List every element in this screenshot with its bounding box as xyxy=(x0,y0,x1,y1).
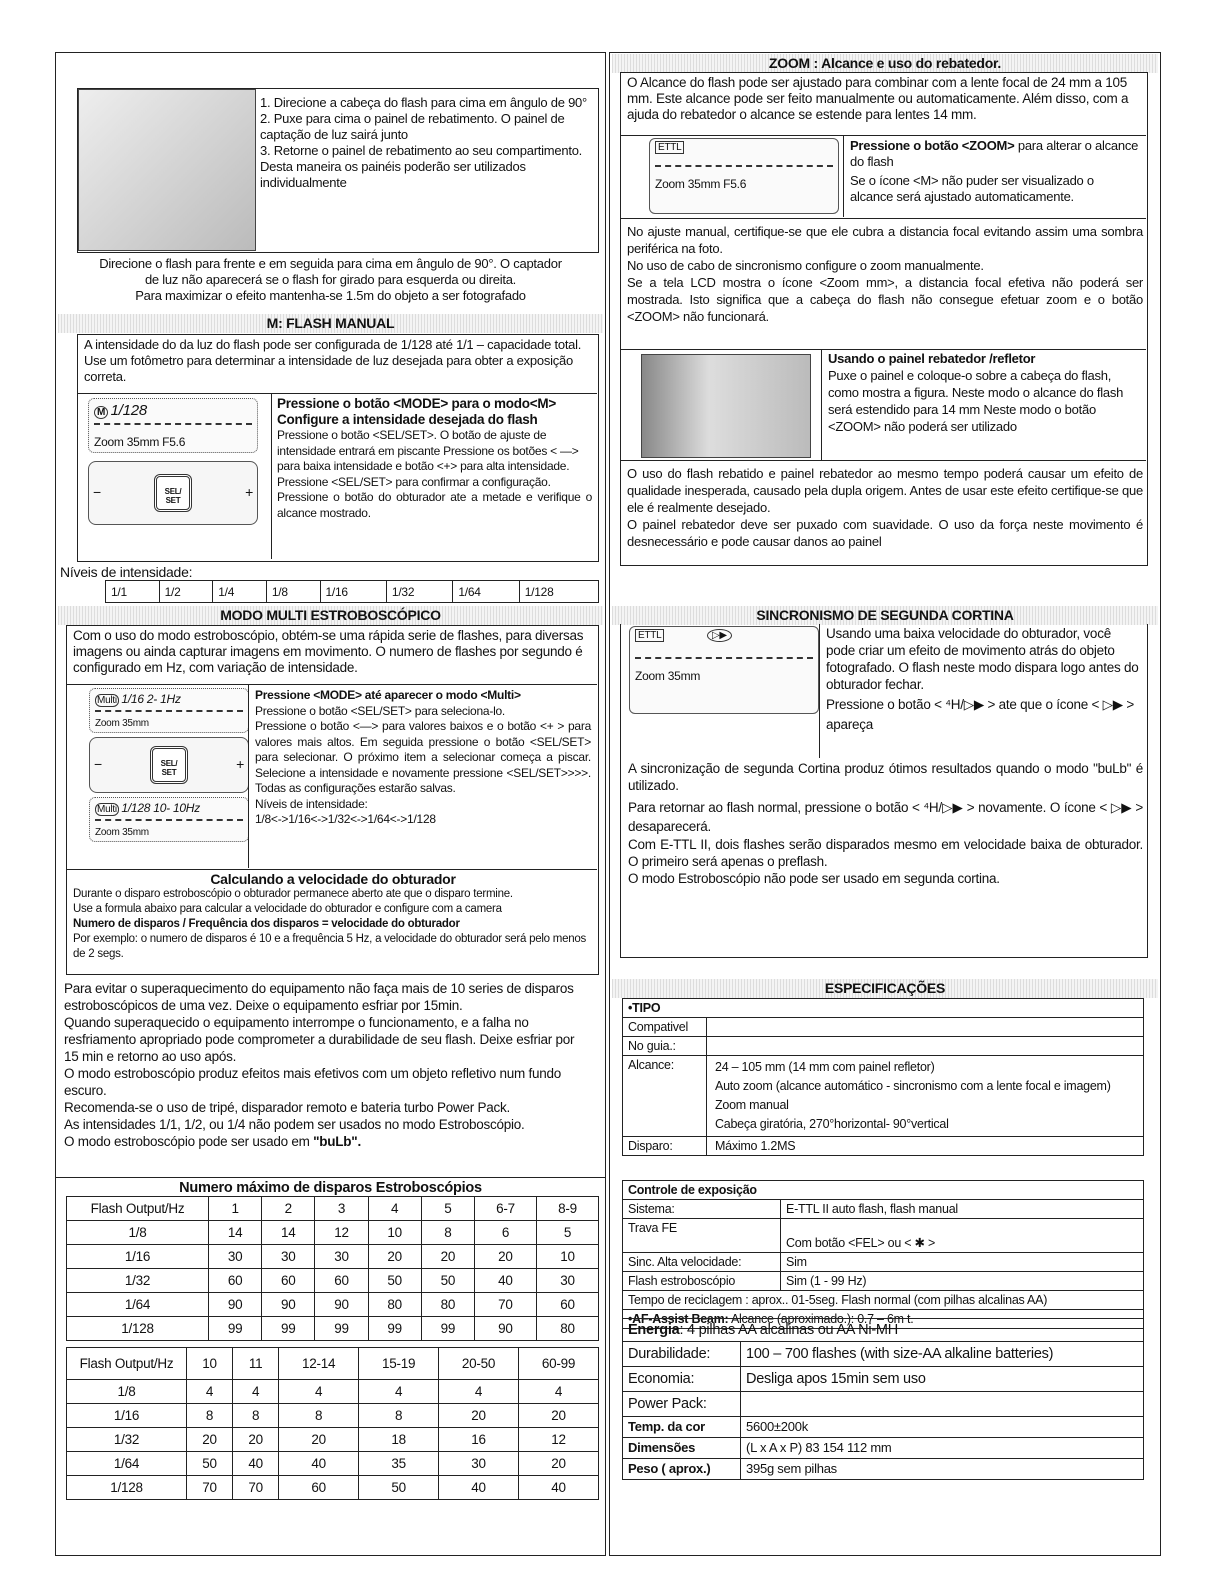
table-cell: 1/32 xyxy=(67,1428,187,1452)
table-cell: 12 xyxy=(315,1221,368,1245)
panel-steps-box xyxy=(77,88,599,253)
spec-label: Compativel xyxy=(623,1018,707,1037)
table-cell: 8 xyxy=(421,1221,474,1245)
table-cell: 90 xyxy=(209,1293,262,1317)
table-cell: 1/64 xyxy=(67,1293,209,1317)
second-curtain-icon: ▷▶ xyxy=(707,629,732,642)
table-cell: 1/128 xyxy=(67,1317,209,1341)
table-cell: 90 xyxy=(315,1293,368,1317)
section-title-sync: SINCRONISMO DE SEGUNDA CORTINA xyxy=(612,606,1158,625)
table-header-cell: 15-19 xyxy=(359,1348,439,1380)
spec-label: Durabilidade: xyxy=(623,1342,741,1367)
multi-badge: Multi xyxy=(97,695,117,706)
table-cell: 4 xyxy=(233,1380,279,1404)
spec-label: Flash estroboscópio xyxy=(623,1272,781,1291)
exposure-title: Controle de exposição xyxy=(623,1181,1144,1200)
table-cell: 40 xyxy=(474,1269,536,1293)
manual-heading-1: Pressione o botão <MODE> para o modo<M> xyxy=(277,396,557,411)
calc-line: Use a formula abaixo para calcular a velocidade do obturador e configure com a camera xyxy=(73,903,502,915)
lcd-mode: ETTL xyxy=(655,141,684,154)
table-header-cell: 1 xyxy=(209,1197,262,1221)
table-cell: 90 xyxy=(474,1317,536,1341)
multi-heading: Pressione <MODE> até aparecer o modo <Multi> xyxy=(255,688,521,702)
sync-paragraph: Para retornar ao flash normal, pressione o botão < ⁴H/▷▶ > novamente. O ícone < ▷▶ > desaparecerá. xyxy=(628,800,1143,834)
table-cell: 30 xyxy=(209,1245,262,1269)
lcd-value: 1/16 2- 1Hz xyxy=(121,692,181,706)
level-cell: 1/1 xyxy=(106,581,160,603)
note-paragraph: Recomenda-se o uso de tripé, disparador remoto e bateria turbo Power Pack. xyxy=(64,1100,510,1115)
levels-table xyxy=(105,580,599,603)
table-cell: 70 xyxy=(187,1476,233,1500)
table-cell: 1/16 xyxy=(67,1245,209,1269)
lcd-zoom: Zoom 35mm F5.6 xyxy=(94,435,186,449)
multi-intro: Com o uso do modo estroboscópio, obtém-se uma rápida serie de flashes, para diversas imagens ou ainda capturar imagens em movimento. O numero de flashes por segundo é configurado em Hz, com variação de intensidade. xyxy=(73,628,584,675)
table-cell: 8 xyxy=(279,1404,359,1428)
spec-table-power xyxy=(622,1318,1144,1480)
panel-text: Puxe o painel e coloque-o sobre a cabeça do flash, como mostra a figura. Neste modo o alcance do flash será estendido para 14 mm Neste modo o botão <ZOOM> não poderá ser utilizado xyxy=(828,368,1124,434)
table-cell: 60 xyxy=(315,1269,368,1293)
table-cell: 4 xyxy=(359,1380,439,1404)
table-cell: 80 xyxy=(536,1317,598,1341)
spec-label: Trava FE xyxy=(623,1219,781,1253)
table-cell: 20 xyxy=(519,1404,599,1428)
manual-zoom-line: Se a tela LCD mostra o ícone <Zoom mm>, a distancia focal efetiva não poderá ser mostrada. Isto significa que a cabeça do flash não consegue efetuar zoom e o botão <ZOOM> não funcionará. xyxy=(627,275,1143,324)
levels-label: Níveis de intensidade: xyxy=(60,564,193,580)
spec-table-type xyxy=(622,998,1144,1156)
level-cell: 1/8 xyxy=(266,581,320,603)
spec-value: 100 – 700 flashes (with size-AA alkaline batteries) xyxy=(741,1342,1144,1367)
table-header-cell: 8-9 xyxy=(536,1197,598,1221)
sync-press: Pressione o botão < ⁴H/▷▶ > ate que o ícone < ▷▶ > apareça xyxy=(826,697,1135,732)
note-line: Direcione o flash para frente e em seguida para cima em ângulo de 90°. O captador xyxy=(99,256,562,271)
table-row xyxy=(67,1269,599,1293)
table-row xyxy=(67,1452,599,1476)
table-cell: 60 xyxy=(279,1476,359,1500)
level-cell: 1/4 xyxy=(213,581,267,603)
calc-line: Durante o disparo estroboscópio o obturador permanece aberto ate que o disparo termine. xyxy=(73,888,513,900)
table-cell: 50 xyxy=(359,1476,439,1500)
multi-line: Pressione o botão <SEL/SET> para seleciona-lo. xyxy=(255,704,505,718)
zoom-intro: O Alcance do flash pode ser ajustado para combinar com a lente focal de 24 mm a 105 mm. Este alcance pode ser feito manualmente ou automaticamente. Além disso, com a ajuda do rebatedor o alcance se estende para lentes 14 mm. xyxy=(627,75,1129,122)
flash-head-illustration xyxy=(78,89,256,251)
plus-button: + xyxy=(245,484,253,500)
zoom-heading-rest: para alterar o alcance do flash xyxy=(850,138,1139,169)
manual-zoom-line: No ajuste manual, certifique-se que ele cubra a distancia focal evitando assim uma sombra periférica na foto. xyxy=(627,224,1143,256)
table-row xyxy=(67,1317,599,1341)
table-cell: 1/16 xyxy=(67,1404,187,1428)
recycle-time: Tempo de reciclagem : aprox.. 01-5seg. Flash normal (com pilhas alcalinas AA) xyxy=(623,1291,1144,1310)
sel-set-button: SEL/ SET xyxy=(154,474,192,512)
energy-label: Energia xyxy=(628,1322,680,1338)
step-note: Desta maneira os painéis poderão ser utilizados individualmente xyxy=(260,159,526,190)
table-cell: 20 xyxy=(279,1428,359,1452)
strobe-table-1 xyxy=(66,1196,599,1341)
spec-value: Cabeça giratória, 270°horizontal- 90°vertical xyxy=(715,1117,949,1131)
zoom-heading: Pressione o botão <ZOOM> xyxy=(850,138,1015,153)
table-cell: 1/8 xyxy=(67,1380,187,1404)
sync-paragraph: A sincronização de segunda Cortina produz ótimos resultados quando o modo "buLb" é utilizado. xyxy=(628,761,1143,793)
table-header-cell: 11 xyxy=(233,1348,279,1380)
table-header-cell: 6-7 xyxy=(474,1197,536,1221)
table-cell: 8 xyxy=(359,1404,439,1428)
table-cell: 50 xyxy=(187,1452,233,1476)
table-cell: 1/64 xyxy=(67,1452,187,1476)
table-cell: 18 xyxy=(359,1428,439,1452)
table-cell: 1/128 xyxy=(67,1476,187,1500)
lcd-zoom: Zoom 35mm xyxy=(95,827,149,838)
step-3: 3. Retorne o painel de rebatimento ao seu compartimento. xyxy=(260,143,583,158)
table-header-cell: 12-14 xyxy=(279,1348,359,1380)
table-cell: 20 xyxy=(519,1452,599,1476)
spec-value: Desliga apos 15min sem uso xyxy=(741,1367,1144,1392)
table-cell: 30 xyxy=(439,1452,519,1476)
reflector-panel-illustration xyxy=(641,354,811,458)
note-paragraph: Quando superaquecido o equipamento interrompe o funcionamento, e a falha no resfriamento apropriado pode comprometer a durabilidade de seu flash. Deixe esfriar por 15 min e retorno ao uso após. xyxy=(64,1015,575,1064)
table-cell: 4 xyxy=(279,1380,359,1404)
multi-line: Níveis de intensidade: xyxy=(255,796,368,811)
manual-lcd-illustration xyxy=(88,398,258,525)
table-cell: 40 xyxy=(439,1476,519,1500)
multi-lcd-illustration: Multi 1/16 2- 1Hz Zoom 35mm − SEL/ SET + Multi 1/128 10- 10Hz Zoom 35mm xyxy=(89,688,249,842)
table-header-cell: Flash Output/Hz xyxy=(67,1197,209,1221)
lcd-value: 1/128 xyxy=(110,402,147,419)
table-row xyxy=(67,1380,599,1404)
table-cell: 40 xyxy=(279,1452,359,1476)
table-cell: 1/32 xyxy=(67,1269,209,1293)
lcd-value: 1/128 10- 10Hz xyxy=(121,801,200,815)
lcd-mode: ETTL xyxy=(635,629,664,642)
spec-label: Temp. da cor xyxy=(623,1417,741,1438)
table-cell: 30 xyxy=(315,1245,368,1269)
table-cell: 4 xyxy=(439,1380,519,1404)
level-cell: 1/32 xyxy=(386,581,452,603)
manual-box xyxy=(77,334,599,562)
formula: Numero de disparos / Frequência dos disparos = velocidade do obturador xyxy=(73,918,460,930)
spec-label: Dimensões xyxy=(623,1438,741,1459)
manual-body-2: Pressione o botão do obturador ate a metade e verifique o alcance mostrado. xyxy=(277,490,592,520)
spec-value: 24 – 105 mm (14 mm com painel refletor) xyxy=(715,1060,935,1074)
table-row xyxy=(67,1476,599,1500)
table-cell: 10 xyxy=(536,1245,598,1269)
table-header-cell: Flash Output/Hz xyxy=(67,1348,187,1380)
table-cell: 1/8 xyxy=(67,1221,209,1245)
spec-value: (L x A x P) 83 154 112 mm xyxy=(741,1438,1144,1459)
section-title-zoom: ZOOM : Alcance e uso do rebatedor. xyxy=(612,54,1158,73)
table-header-cell: 3 xyxy=(315,1197,368,1221)
table-header-cell: 20-50 xyxy=(439,1348,519,1380)
spec-label: Sinc. Alta velocidade: xyxy=(623,1253,781,1272)
table-cell: 20 xyxy=(439,1404,519,1428)
warning-line: O painel rebatedor deve ser puxado com suavidade. O uso da força neste movimento é desnecessário e pode causar danos ao painel xyxy=(627,517,1143,549)
zoom-lcd-illustration xyxy=(649,138,839,214)
zoom-box xyxy=(620,72,1148,566)
multi-line: 1/8<->1/16<->1/32<->1/64<->1/128 xyxy=(255,811,436,826)
table-cell: 20 xyxy=(421,1245,474,1269)
table-cell: 99 xyxy=(368,1317,421,1341)
spec-value: Sim (1 - 99 Hz) xyxy=(781,1272,1144,1291)
strobe-table-2 xyxy=(66,1347,599,1500)
spec-label: Sistema: xyxy=(623,1200,781,1219)
spec-value xyxy=(707,1037,1144,1056)
af-label: •AF-Assist Beam: xyxy=(628,1312,729,1326)
table-cell: 35 xyxy=(359,1452,439,1476)
spec-value: 5600±200k xyxy=(741,1417,1144,1438)
multi-line: Pressione o botão <—> para valores baixos e o botão <+ > para valores mais altos. Em seguida pressione o botão <SEL/SET> para selecionar. O próximo item a selecionar começa a piscar. Selecione a intensidade e novamente pressione <SEL/SET>>>>. Todas as configurações estarão salvas. xyxy=(255,719,591,795)
table-cell: 50 xyxy=(421,1269,474,1293)
table-cell: 60 xyxy=(536,1293,598,1317)
table-cell: 5 xyxy=(536,1221,598,1245)
table-cell: 8 xyxy=(187,1404,233,1428)
table-cell: 50 xyxy=(368,1269,421,1293)
panel-title: Usando o painel rebatedor /refletor xyxy=(828,351,1036,366)
sync-paragraph: O modo Estroboscópio não pode ser usado em segunda cortina. xyxy=(628,871,1000,886)
sync-text: Usando uma baixa velocidade do obturador, você pode criar um efeito de movimento atrás do objeto fotografado. O flash neste modo dispara logo antes do obturador fechar. xyxy=(826,626,1139,692)
note-line: de luz não aparecerá se o flash for girado para esquerda ou direita. xyxy=(144,272,517,287)
manual-zoom-line: No uso de cabo de sincronismo configure o zoom manualmente. xyxy=(627,258,984,273)
spec-value xyxy=(707,1018,1144,1037)
note-paragraph: As intensidades 1/1, 1/2, ou 1/4 não podem ser usados no modo Estroboscópio. xyxy=(64,1117,525,1132)
table-cell: 80 xyxy=(421,1293,474,1317)
table-cell: 40 xyxy=(233,1452,279,1476)
spec-value: Máximo 1.2MS xyxy=(707,1137,1144,1156)
table-header-cell: 4 xyxy=(368,1197,421,1221)
section-title-manual: M: FLASH MANUAL xyxy=(58,314,603,333)
bulb-text: O modo estroboscópio pode ser usado em xyxy=(64,1134,314,1149)
multi-box xyxy=(66,625,599,975)
spec-label: Disparo: xyxy=(623,1137,707,1156)
spec-label: Power Pack: xyxy=(623,1392,741,1417)
table-cell: 14 xyxy=(262,1221,315,1245)
sync-lcd-illustration xyxy=(629,626,819,714)
note-paragraph: Para evitar o superaquecimento do equipamento não faça mais de 10 series de disparos estroboscópicos de uma vez. Deixe o equipamento esfriar por 15min. xyxy=(64,981,574,1013)
table-cell: 30 xyxy=(262,1245,315,1269)
level-cell: 1/16 xyxy=(320,581,386,603)
manual-heading-2: Configure a intensidade desejada do flash xyxy=(277,412,538,427)
sync-lcd-box xyxy=(620,624,1148,758)
table-cell: 16 xyxy=(439,1428,519,1452)
spec-value: Sim xyxy=(781,1253,1144,1272)
table-cell: 99 xyxy=(262,1317,315,1341)
bulb-mode: "buLb". xyxy=(313,1134,361,1149)
table-cell: 20 xyxy=(187,1428,233,1452)
table-cell: 99 xyxy=(209,1317,262,1341)
table-header-cell: 2 xyxy=(262,1197,315,1221)
table-cell: 6 xyxy=(474,1221,536,1245)
table-header-cell: 10 xyxy=(187,1348,233,1380)
table-cell: 70 xyxy=(474,1293,536,1317)
mode-badge: M xyxy=(94,406,108,419)
table-cell: 90 xyxy=(262,1293,315,1317)
step-2: 2. Puxe para cima o painel de rebatimento. O painel de captação de luz sairá junto xyxy=(260,111,565,142)
spec-value: Com botão <FEL> ou < ✱ > xyxy=(781,1219,1144,1253)
strobe-table-title: Numero máximo de disparos Estroboscópios xyxy=(179,1180,482,1196)
zoom-auto-note: Se o ícone <M> não puder ser visualizado o alcance será ajustado automaticamente. xyxy=(850,173,1094,204)
lcd-zoom: Zoom 35mm xyxy=(95,718,149,729)
spec-type-title: •TIPO xyxy=(623,999,1144,1018)
lcd-zoom: Zoom 35mm F5.6 xyxy=(655,177,747,191)
table-cell: 30 xyxy=(536,1269,598,1293)
table-header-cell: 5 xyxy=(421,1197,474,1221)
table-cell: 14 xyxy=(209,1221,262,1245)
spec-value: 395g sem pilhas xyxy=(741,1459,1144,1480)
table-cell: 20 xyxy=(233,1428,279,1452)
note-line: Para maximizar o efeito mantenha-se 1.5m do objeto a ser fotografado xyxy=(135,288,526,303)
table-cell: 60 xyxy=(262,1269,315,1293)
table-cell: 70 xyxy=(233,1476,279,1500)
level-cell: 1/128 xyxy=(519,581,598,603)
level-cell: 1/2 xyxy=(159,581,213,603)
example: Por exemplo: o numero de disparos é 10 e a frequência 5 Hz, a velocidade do obturador será pelo menos de 2 segs. xyxy=(73,933,587,960)
table-row xyxy=(67,1428,599,1452)
table-cell: 99 xyxy=(315,1317,368,1341)
table-cell: 12 xyxy=(519,1428,599,1452)
table-cell: 80 xyxy=(368,1293,421,1317)
calc-title: Calculando a velocidade do obturador xyxy=(210,871,456,887)
section-title-multi: MODO MULTI ESTROBOSCÓPICO xyxy=(58,606,603,625)
level-cell: 1/64 xyxy=(453,581,519,603)
spec-label: Economia: xyxy=(623,1367,741,1392)
warning-line: O uso do flash rebatido e painel rebatedor ao mesmo tempo poderá causar um efeito de qualidade inesperada, causado pela dupla origem. Antes de usar este efeito certifique-se que ele é realmente desejado. xyxy=(627,466,1143,515)
table-cell: 60 xyxy=(209,1269,262,1293)
table-cell: 4 xyxy=(519,1380,599,1404)
manual-body: Pressione o botão <SEL/SET>. O botão de ajuste de intensidade entrará em piscante Pressione os botões < —> para baixa intensidade e botão <+> para alta intensidade. Pressione <SEL/SET> para confirmar a configuração. xyxy=(277,428,579,489)
spec-label: No guia.: xyxy=(623,1037,707,1056)
minus-button: − xyxy=(93,484,101,500)
energy-value: : 4 pilhas AA alcalinas ou AA Ni-MH xyxy=(679,1322,898,1338)
note-paragraph: O modo estroboscópio produz efeitos mais efetivos com um objeto refletivo num fundo escuro. xyxy=(64,1066,562,1098)
manual-intro: A intensidade do da luz do flash pode ser configurada de 1/128 até 1/1 – capacidade total. Use um fotômetro para determinar a intensidade de luz desejada para obter a exposição correta. xyxy=(84,337,582,384)
table-cell: 4 xyxy=(187,1380,233,1404)
af-value: Alcance (aproximado.): 0.7 – 6m t. xyxy=(728,1312,914,1326)
table-cell: 10 xyxy=(368,1221,421,1245)
table-cell: 8 xyxy=(233,1404,279,1428)
spec-value xyxy=(741,1392,1144,1417)
step-1: 1. Direcione a cabeça do flash para cima em ângulo de 90° xyxy=(260,95,587,110)
spec-value: Auto zoom (alcance automático - sincronismo com a lente focal e imagem) xyxy=(715,1079,1111,1093)
table-cell: 20 xyxy=(474,1245,536,1269)
table-row xyxy=(67,1404,599,1428)
spec-label: Alcance: xyxy=(623,1056,707,1137)
multi-badge: Multi xyxy=(97,804,117,815)
table-row xyxy=(67,1245,599,1269)
spec-table-exposure xyxy=(622,1180,1144,1329)
table-cell: 40 xyxy=(519,1476,599,1500)
table-header-cell: 60-99 xyxy=(519,1348,599,1380)
sync-paragraph: Com E-TTL II, dois flashes serão disparados mesmo em velocidade baixa de obturador. O primeiro será apenas o preflash. xyxy=(628,837,1143,869)
lcd-zoom: Zoom 35mm xyxy=(635,669,701,683)
spec-label: Peso ( aprox.) xyxy=(623,1459,741,1480)
table-cell: 20 xyxy=(368,1245,421,1269)
table-row xyxy=(67,1293,599,1317)
table-cell: 99 xyxy=(421,1317,474,1341)
spec-value: E-TTL II auto flash, flash manual xyxy=(781,1200,1144,1219)
table-row xyxy=(67,1221,599,1245)
section-title-specs: ESPECIFICAÇÕES xyxy=(612,979,1158,998)
spec-value: Zoom manual xyxy=(715,1098,789,1112)
